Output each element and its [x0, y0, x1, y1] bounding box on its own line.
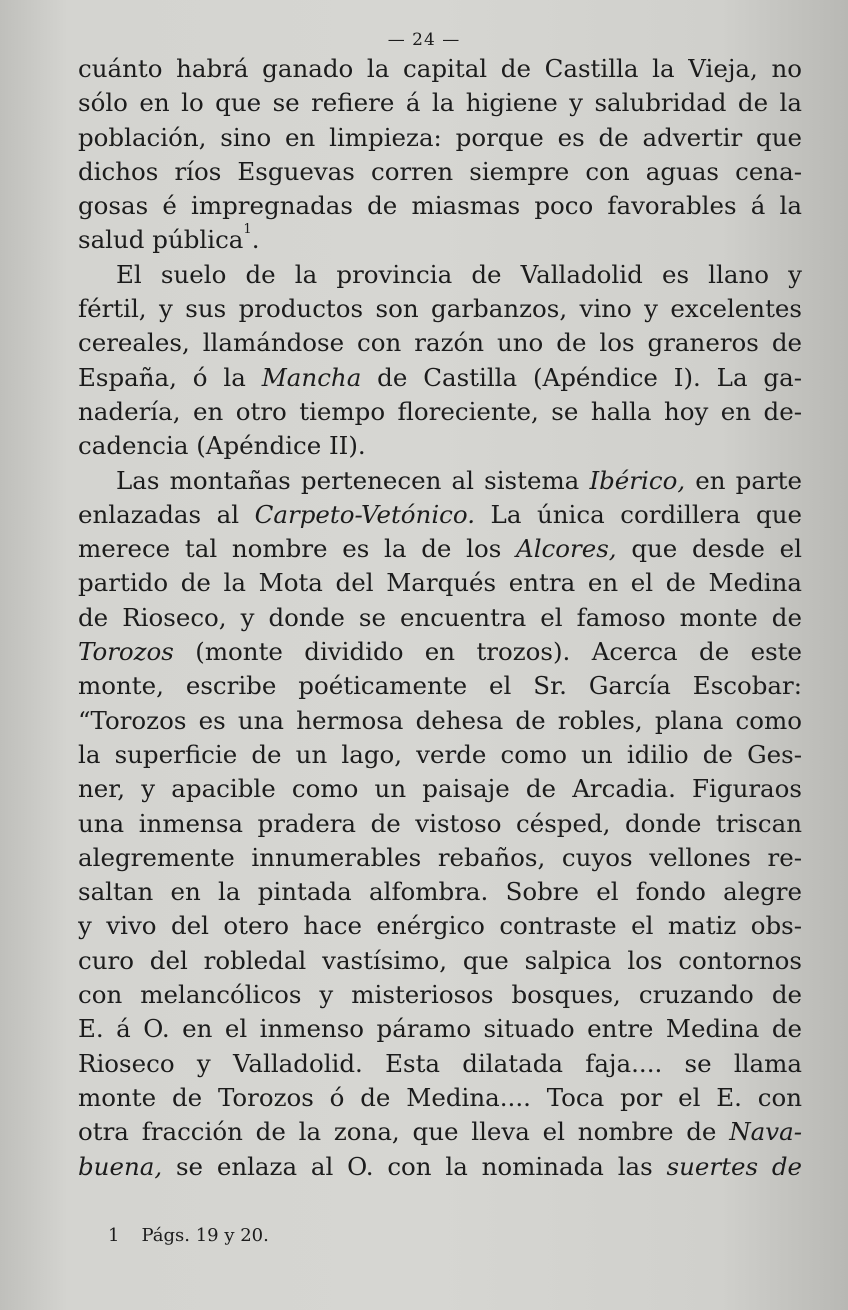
italic-term: Nava-: [729, 1117, 802, 1147]
line-text: nadería, en otro tiempo floreciente, se halla hoy en de-: [78, 396, 802, 426]
line-text: ner, y apacible como un paisaje de Arcadia. Figuraos: [78, 774, 802, 804]
line-text: .: [251, 225, 260, 255]
italic-term: Carpeto-Vetónico.: [254, 499, 475, 529]
line-text: cuánto habrá ganado la capital de Castilla la Vieja, no: [78, 54, 802, 83]
text-line: [78, 464, 802, 498]
line-text: enlazadas al: [78, 499, 255, 529]
text-line: [78, 978, 802, 1012]
italic-term: buena,: [78, 1151, 163, 1181]
line-text: salud pública: [78, 225, 244, 255]
line-text: España, ó la: [78, 362, 262, 392]
line-text: una inmensa pradera de vistoso césped, donde triscan: [78, 808, 802, 838]
line-text: E. á O. en el inmenso páramo situado entre Medina de: [78, 1014, 802, 1044]
line-text: “Torozos es una hermosa dehesa de robles, plana como: [78, 705, 802, 735]
text-line: [78, 635, 802, 669]
text-line: [78, 1081, 802, 1115]
text-line: [78, 223, 802, 257]
line-text: monte, escribe poéticamente el Sr. García Escobar:: [78, 671, 802, 701]
line-text: El suelo de la provincia de Valladolid es llano y: [116, 259, 802, 289]
text-line: [78, 944, 802, 978]
text-line: [78, 326, 802, 360]
text-line: [78, 841, 802, 875]
line-text: gosas é impregnadas de miasmas poco favorables á la: [78, 191, 802, 221]
line-text: Las montañas pertenecen al sistema: [116, 465, 590, 495]
text-line: [78, 807, 802, 841]
text-line: [78, 875, 802, 909]
italic-term: Alcores,: [516, 534, 617, 564]
line-text: cadencia (Apéndice II).: [78, 431, 366, 461]
line-text: en parte: [685, 465, 802, 495]
line-text: con melancólicos y misteriosos bosques, cruzando de: [78, 980, 802, 1010]
line-text: de Castilla (Apéndice I). La ga-: [361, 362, 802, 392]
line-text: población, sino en limpieza: porque es de advertir que: [78, 122, 802, 152]
line-text: saltan en la pintada alfombra. Sobre el fondo alegre: [78, 877, 802, 907]
text-line: [78, 532, 802, 566]
text-line: [78, 601, 802, 635]
text-line: [78, 86, 802, 120]
text-line: [78, 258, 802, 292]
line-text: la superficie de un lago, verde como un idilio de Ges-: [78, 739, 802, 769]
line-text: merece tal nombre es la de los: [78, 534, 517, 564]
text-line: [78, 429, 802, 463]
line-text: curo del robledal vastísimo, que salpica los contornos: [78, 945, 802, 975]
text-line: [78, 292, 802, 326]
line-text: fértil, y sus productos son garbanzos, vino y excelentes: [78, 294, 802, 324]
line-text: de Rioseco, y donde se encuentra el famoso monte de: [78, 602, 802, 632]
footnote: [108, 1225, 269, 1246]
text-line: [78, 189, 802, 223]
italic-term: Mancha: [261, 362, 362, 392]
text-line: [78, 1047, 802, 1081]
line-text: sólo en lo que se refiere á la higiene y salubridad de la: [78, 88, 802, 118]
page-number: — 24 —: [387, 30, 461, 50]
text-line: [78, 361, 802, 395]
line-text: alegremente innumerables rebaños, cuyos vellones re-: [78, 842, 802, 872]
text-line: [78, 772, 802, 806]
line-text: y vivo del otero hace enérgico contraste el matiz obs-: [78, 911, 802, 941]
text-line: [78, 704, 802, 738]
footnote-text: Págs. 19 y 20.: [141, 1225, 269, 1246]
text-line: [78, 669, 802, 703]
italic-term: Torozos: [78, 637, 174, 667]
italic-term: suertes de: [666, 1151, 802, 1181]
text-line: [78, 52, 802, 86]
text-line: [78, 121, 802, 155]
footnote-ref: 1: [243, 223, 252, 238]
text-line: [78, 498, 802, 532]
line-text: dichos ríos Esguevas corren siempre con aguas cena-: [78, 156, 802, 186]
line-text: que desde el: [616, 534, 802, 564]
text-line: [78, 155, 802, 189]
line-text: otra fracción de la zona, que lleva el nombre de: [78, 1117, 730, 1147]
line-text: Rioseco y Valladolid. Esta dilatada faja.... se llama: [78, 1048, 802, 1078]
line-text: cereales, llamándose con razón uno de los graneros de: [78, 328, 802, 358]
line-text: partido de la Mota del Marqués entra en el de Medina: [78, 568, 802, 598]
body-text: [78, 52, 802, 1184]
text-line: [78, 909, 802, 943]
text-line: [78, 1150, 802, 1184]
footnote-number: 1: [108, 1225, 120, 1246]
line-text: La única cordillera que: [475, 499, 802, 529]
line-text: monte de Torozos ó de Medina.... Toca por el E. con: [78, 1082, 802, 1112]
text-line: [78, 566, 802, 600]
text-line: [78, 738, 802, 772]
text-line: [78, 395, 802, 429]
italic-term: Ibérico,: [589, 465, 686, 495]
line-text: se enlaza al O. con la nominada las: [162, 1151, 667, 1181]
text-line: [78, 1012, 802, 1046]
text-line: [78, 1115, 802, 1149]
line-text: (monte dividido en trozos). Acerca de este: [173, 637, 802, 667]
